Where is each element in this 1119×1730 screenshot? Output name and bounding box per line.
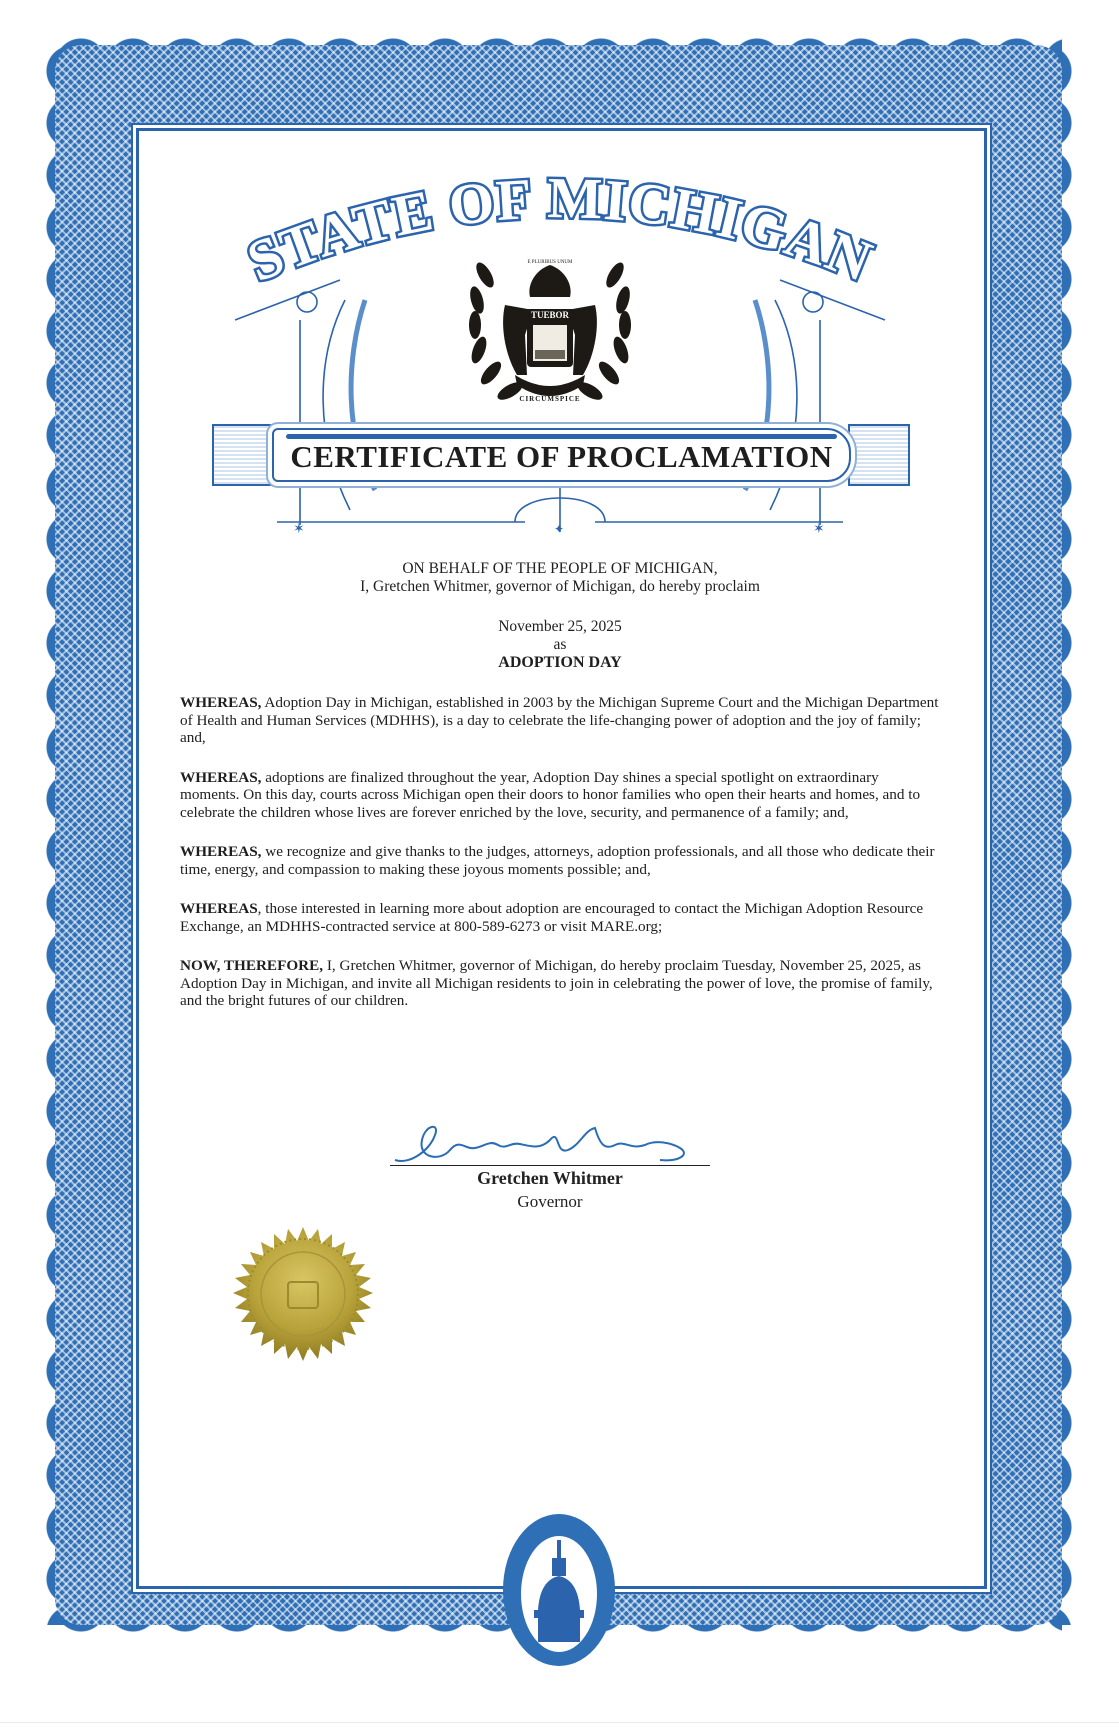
- handwritten-signature: [390, 1120, 710, 1168]
- certificate-heading: CERTIFICATE OF PROCLAMATION: [290, 439, 833, 474]
- paragraph-text: , those interested in learning more about adoption are encouraged to contact the Michigan Adoption Resource Exchange, an MDHHS-contracted service at 800-589-6273 or visit MARE.org;: [180, 900, 924, 935]
- paragraph-lead: WHEREAS: [180, 900, 258, 917]
- paragraph-lead: WHEREAS,: [180, 843, 262, 860]
- banner-cap-right: [848, 424, 910, 486]
- date-block: [180, 618, 940, 672]
- as-word: as: [553, 636, 567, 653]
- certificate-heading-banner: [272, 428, 851, 482]
- paragraph-lead: WHEREAS,: [180, 768, 262, 786]
- opening-block: [180, 560, 940, 596]
- proclamation-body: [180, 560, 940, 1025]
- signature-block: [390, 1120, 710, 1215]
- proclamation-date: November 25, 2025: [498, 618, 622, 635]
- whereas-paragraph-3: [180, 843, 940, 878]
- opening-line-1: ON BEHALF OF THE PEOPLE OF MICHIGAN,: [402, 560, 718, 577]
- emblem-motto: TUEBOR: [530, 310, 570, 320]
- gold-seal-icon: [208, 1200, 398, 1390]
- paragraph-text: I, Gretchen Whitmer, governor of Michigan, do hereby proclaim Tuesday, November 25, 2025, as Adoption Day in Michigan, and invite all Michigan residents to join in celebrating the power of love, the promise of family, and the bright futures of our children.: [180, 957, 933, 1009]
- now-therefore-paragraph: [180, 957, 940, 1010]
- whereas-paragraph-2: [180, 769, 940, 822]
- capitol-dome-medallion: [500, 1510, 618, 1670]
- opening-line-2: I, Gretchen Whitmer, governor of Michigan, do hereby proclaim: [360, 578, 760, 595]
- paragraph-text: Adoption Day in Michigan, established in 2003 by the Michigan Supreme Court and the Michigan Department of Health and Human Services (MDHHS), is a day to celebrate the life-changing power of adoption and the joy of family; and,: [180, 694, 939, 746]
- paragraph-text: adoptions are finalized throughout the year, Adoption Day shines a special spotlight on extraordinary moments. On this day, courts across Michigan open their doors to honor families who open their hearts and homes, and to celebrate the children whose lives are forever enriched by the love, security, and permanence of a family; and,: [180, 768, 921, 821]
- paragraph-text: we recognize and give thanks to the judges, attorneys, adoption professionals, and all those who dedicate their time, energy, and compassion to making these joyous moments possible; and,: [180, 843, 935, 878]
- whereas-paragraph-1: [180, 694, 940, 747]
- paragraph-lead: NOW, THEREFORE,: [180, 957, 324, 974]
- emblem-circumspice: CIRCUMSPICE: [519, 395, 581, 403]
- signer-title: Governor: [517, 1192, 583, 1211]
- paragraph-lead: WHEREAS,: [180, 694, 262, 711]
- scan-edge-line: [0, 1722, 1119, 1723]
- banner-cap-left: [212, 424, 274, 486]
- emblem-banner-top: E PLURIBUS UNUM: [527, 260, 573, 265]
- svg-text:✶: ✶: [293, 521, 305, 537]
- signer-name: Gretchen Whitmer: [477, 1168, 623, 1188]
- signature-line: [390, 1165, 710, 1166]
- michigan-coat-of-arms: [455, 225, 645, 415]
- svg-text:✶: ✶: [813, 521, 825, 537]
- day-title: ADOPTION DAY: [498, 654, 622, 671]
- svg-text:✦: ✦: [554, 522, 565, 536]
- state-title-text: STATE OF MICHIGAN: [238, 165, 882, 295]
- whereas-paragraph-4: [180, 900, 940, 935]
